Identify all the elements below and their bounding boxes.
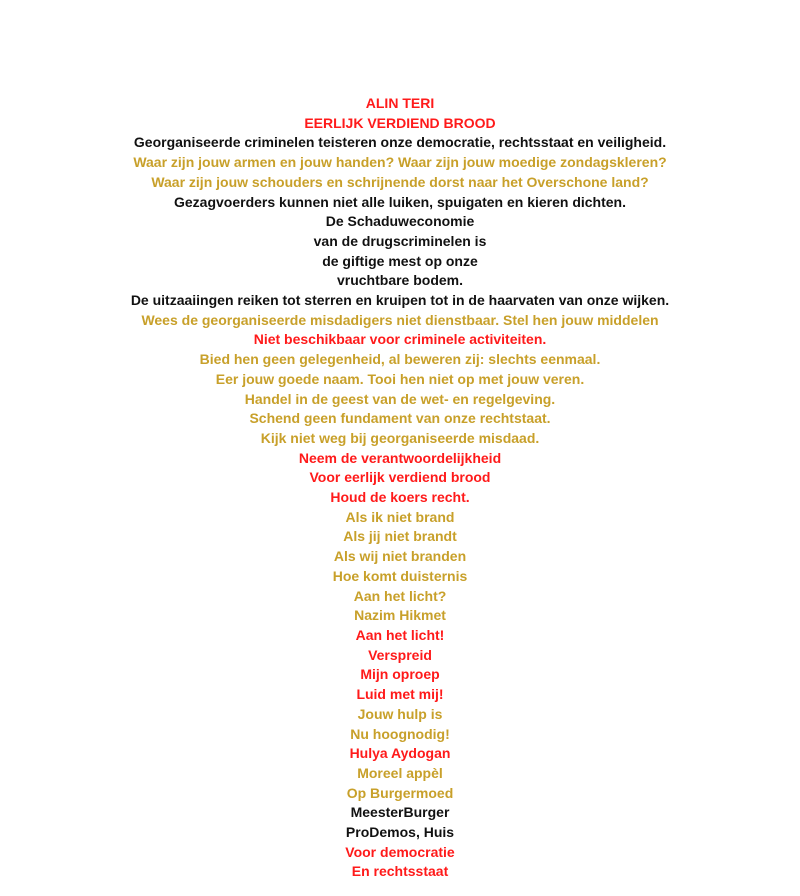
poem-line: van de drugscriminelen is [313, 232, 487, 249]
poem-line: De uitzaaiingen reiken tot sterren en kruipen tot in de haarvaten van onze wijken. [130, 292, 670, 309]
poem-line: Georganiseerde criminelen teisteren onze democratie, rechtsstaat en veiligheid. [133, 134, 667, 151]
poem-line: Waar zijn jouw armen en jouw handen? Waar zijn jouw moedige zondagskleren? [133, 154, 667, 171]
poem-line: Nu hoognodig! [350, 725, 450, 742]
poem-line: Jouw hulp is [357, 705, 443, 722]
poem-line: Kijk niet weg bij georganiseerde misdaad. [260, 429, 540, 446]
quoted-poet: Nazim Hikmet [354, 607, 446, 624]
poem-line: Waar zijn jouw schouders en schrijnende dorst naar het Overschone land? [151, 173, 649, 190]
signature-name: Hulya Aydogan [349, 745, 451, 762]
poem-line: Eer jouw goede naam. Tooi hen niet op met jouw veren. [215, 370, 585, 387]
poem-line: Wees de georganiseerde misdadigers niet dienstbaar. Stel hen jouw middelen [141, 311, 659, 328]
poem-line: Bied hen geen gelegenheid, al beweren zij: slechts eenmaal. [199, 351, 601, 368]
poem-line: Niet beschikbaar voor criminele activiteiten. [253, 331, 547, 348]
poem-line: Hoe komt duisternis [332, 567, 468, 584]
poem-line: Handel in de geest van de wet- en regelgeving. [244, 390, 556, 407]
poem-text-block [0, 94, 800, 882]
poem-line: Aan het licht? [353, 587, 447, 604]
poem-line: Luid met mij! [356, 686, 444, 703]
poem-line: Mijn oproep [360, 666, 440, 683]
poem-line: Neem de verantwoordelijkheid [298, 449, 502, 466]
poem-line: Voor eerlijk verdiend brood [309, 469, 491, 486]
poem-line: Voor democratie [345, 843, 455, 860]
poem-line: MeesterBurger [350, 804, 450, 821]
poem-line: Op Burgermoed [346, 784, 454, 801]
poem-line: Moreel appèl [357, 764, 443, 781]
poem-line: Als wij niet branden [333, 548, 467, 565]
poem-line: Gezagvoerders kunnen niet alle luiken, spuigaten en kieren dichten. [173, 193, 626, 210]
poem-line: Schend geen fundament van onze rechtstaat. [249, 410, 551, 427]
poem-line: Aan het licht! [355, 626, 445, 643]
poem-line: En rechtsstaat [351, 863, 449, 880]
poem-title: EERLIJK VERDIEND BROOD [304, 114, 496, 131]
poem-line: de giftige mest op onze [322, 252, 478, 269]
poem-line: Als jij niet brandt [343, 528, 457, 545]
poem-line: Verspreid [368, 646, 432, 663]
poem-author: ALIN TERI [365, 95, 435, 111]
poem-line: vruchtbare bodem. [336, 272, 464, 289]
poem-line: ProDemos, Huis [345, 824, 455, 841]
poem-line: Houd de koers recht. [330, 489, 470, 506]
poem-line: De Schaduweconomie [325, 213, 475, 230]
poem-line: Als ik niet brand [345, 508, 455, 525]
